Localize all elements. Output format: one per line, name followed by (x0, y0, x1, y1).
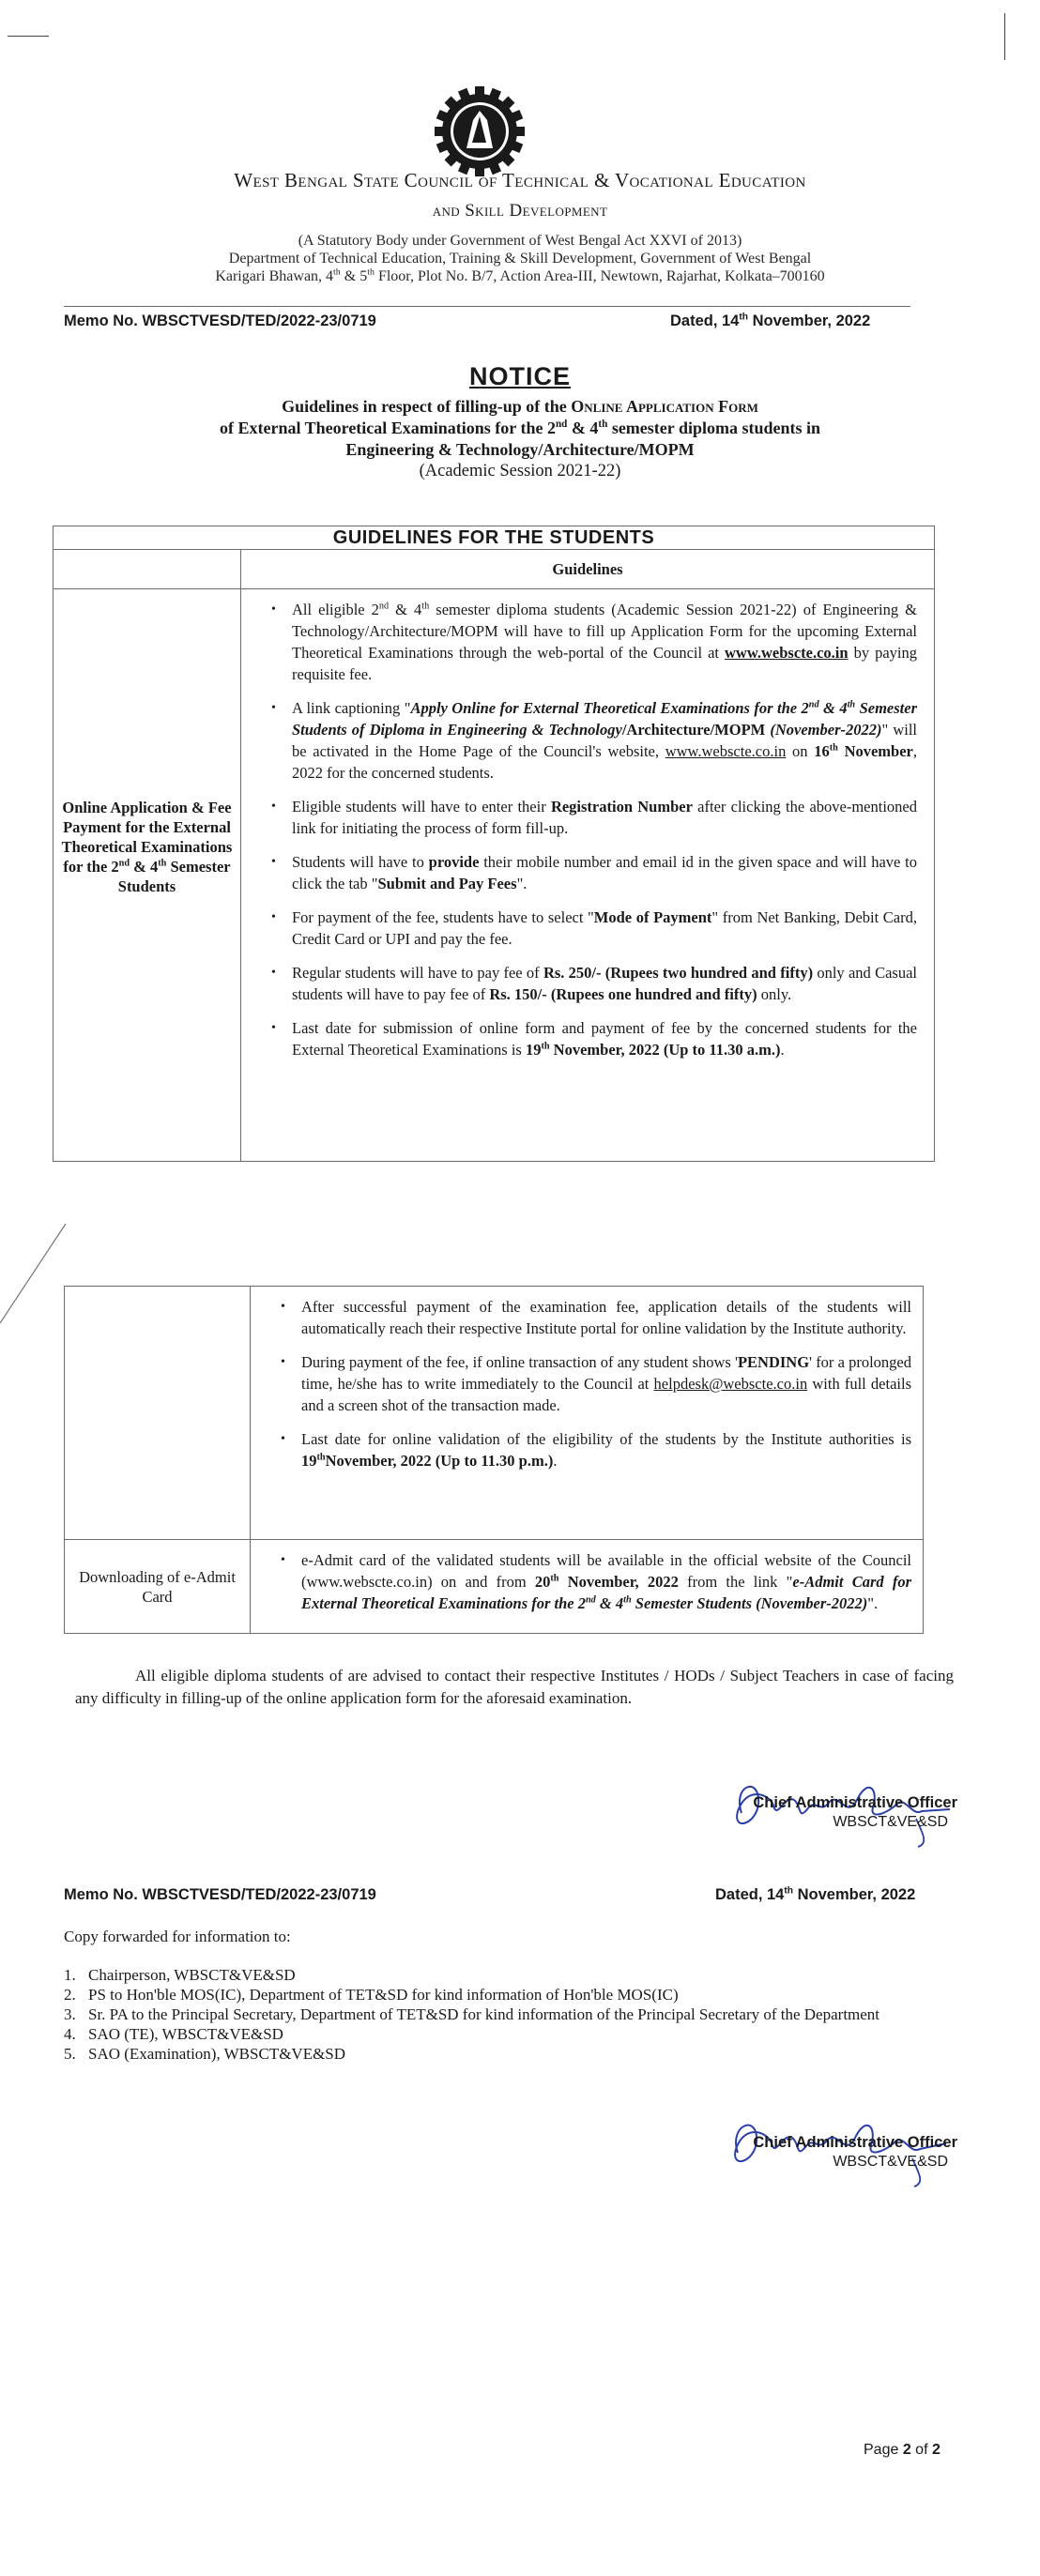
memo-date: Dated, 14th November, 2022 (670, 312, 871, 329)
list-item: • During payment of the fee, if online transaction of any student shows 'PENDING' for a prolonged time, he/she has to write immediately to the Council at helpdesk@webscte.co.in with full details and a screen shot of the transaction made. (273, 1351, 911, 1416)
list-item: 5. SAO (Examination), WBSCT&VE&SD (64, 2045, 346, 2063)
list-item: • A link captioning "Apply Online for External Theoretical Examinations for the 2nd & 4th Semester Students of Diploma in Engineering & Technology/Architecture/MOPM (November-2022)" will be activated in the Home Page of the Council's website, www.webscte.co.in on 16th November, 2022 for the concerned students. (264, 697, 917, 784)
list-item: • e-Admit card of the validated students will be available in the official website of the Council (www.webscte.co.in) on and from 20th November, 2022 from the link "e-Admit Card for External Theoretical Examinations for the 2nd & 4th Semester Students (November-2022)". (273, 1549, 911, 1614)
signature-block (657, 1783, 957, 1830)
website-link[interactable]: www.webscte.co.in (725, 644, 849, 662)
table-column-header: Guidelines (241, 550, 935, 589)
list-item: • For payment of the fee, students have to select "Mode of Payment" from Net Banking, Debit Card, Credit Card or UPI and pay the fee. (264, 907, 917, 950)
website-link[interactable]: www.webscte.co.in (665, 742, 787, 760)
notice-title: NOTICE (468, 362, 571, 390)
section-label-admit-card: Downloading of e-Admit Card (65, 1540, 251, 1634)
address-line: Karigari Bhawan, 4th & 5th Floor, Plot No. B/7, Action Area-III, Newtown, Rajarhat, Kolkata–700160 (215, 267, 825, 284)
signatory-org: WBSCT&VE&SD (833, 2154, 948, 2170)
notice-subtitle-1: Guidelines in respect of filling-up of the Online Application Form (282, 397, 758, 416)
list-item: 2. PS to Hon'ble MOS(IC), Department of TET&SD for kind information of Hon'ble MOS(IC) (64, 1986, 679, 2004)
list-item: • Last date for submission of online form and payment of fee by the concerned students for the External Theoretical Examinations is 19th November, 2022 (Up to 11.30 a.m.). (264, 1017, 917, 1060)
list-item: • Students will have to provide their mobile number and email id in the given space and will have to click the tab "Submit and Pay Fees". (264, 851, 917, 894)
list-item: 4. SAO (TE), WBSCT&VE&SD (64, 2025, 283, 2043)
memo-number: Memo No. WBSCTVESD/TED/2022-23/0719 (64, 312, 376, 329)
list-item: • All eligible 2nd & 4th semester diploma students (Academic Session 2021-22) of Engineering & Technology/Architecture/MOPM will have to fill up Application Form for the upcoming External Theoretical Examinations through the web-portal of the Council at www.webscte.co.in by paying requisite fee. (264, 599, 917, 685)
scan-mark (0, 1220, 73, 1342)
guidelines-table-continued (64, 1286, 924, 1634)
email-link[interactable]: helpdesk@webscte.co.in (653, 1375, 808, 1393)
advisory-paragraph: All eligible diploma students of are advised to contact their respective Institutes / HODs / Subject Teachers in case of facing any difficulty in filling-up of the online application form for the aforesaid examination. (75, 1667, 954, 1707)
signature-block (657, 2123, 957, 2170)
signatory-org: WBSCT&VE&SD (833, 1814, 948, 1830)
list-item: • Regular students will have to pay fee of Rs. 250/- (Rupees two hundred and fifty) only and Casual students will have to pay fee of Rs. 150/- (Rupees one hundred and fifty) only. (264, 962, 917, 1005)
statutory-note: (A Statutory Body under Government of West Bengal Act XXVI of 2013) (298, 233, 742, 249)
header-divider (64, 306, 910, 307)
list-item: • Eligible students will have to enter their Registration Number after clicking the above-mentioned link for initiating the process of form fill-up. (264, 796, 917, 839)
memo-date: Dated, 14th November, 2022 (715, 1885, 916, 1903)
council-emblem-icon (431, 83, 528, 180)
academic-session: (Academic Session 2021-22) (419, 462, 621, 480)
signatory-title: Chief Administrative Officer (753, 1794, 957, 1811)
council-name: West Bengal State Council of Technical & Vocational Education (234, 169, 806, 191)
list-item: 3. Sr. PA to the Principal Secretary, Department of TET&SD for kind information of the Principal Secretary of the Department (64, 2005, 880, 2023)
section-label-empty (65, 1287, 251, 1540)
margin-mark (8, 36, 49, 37)
page-number: Page 2 of 2 (864, 2442, 941, 2458)
list-item: • Last date for online validation of the eligibility of the students by the Institute authorities is 19thNovember, 2022 (Up to 11.30 p.m.). (273, 1428, 911, 1471)
notice-subtitle-3: Engineering & Technology/Architecture/MOPM (345, 440, 695, 459)
department-line: Department of Technical Education, Training & Skill Development, Government of West Bengal (228, 251, 812, 267)
memo-number: Memo No. WBSCTVESD/TED/2022-23/0719 (64, 1886, 376, 1903)
guidelines-cell (241, 589, 935, 1162)
copy-forwarded-heading: Copy forwarded for information to: (64, 1928, 291, 1945)
guidelines-cell (251, 1287, 924, 1540)
table-heading: GUIDELINES FOR THE STUDENTS (54, 526, 935, 550)
guidelines-cell (251, 1540, 924, 1634)
list-item: • After successful payment of the examination fee, application details of the students will automatically reach their respective Institute portal for online validation by the Institute authority. (273, 1296, 911, 1339)
margin-mark (1004, 13, 1005, 60)
table-header-cell-empty (54, 550, 241, 589)
list-item: 1. Chairperson, WBSCT&VE&SD (64, 1966, 296, 1984)
section-label-online-application: Online Application & Fee Payment for the External Theoretical Examinations for the 2nd & 4th Semester Students (54, 589, 241, 1162)
guidelines-table (53, 526, 935, 1162)
council-name-line2: and Skill Development (432, 201, 608, 221)
signatory-title: Chief Administrative Officer (753, 2134, 957, 2151)
copy-forwarded-list (64, 1965, 965, 2064)
notice-subtitle-2: of External Theoretical Examinations for the 2nd & 4th semester diploma students in (219, 419, 820, 437)
